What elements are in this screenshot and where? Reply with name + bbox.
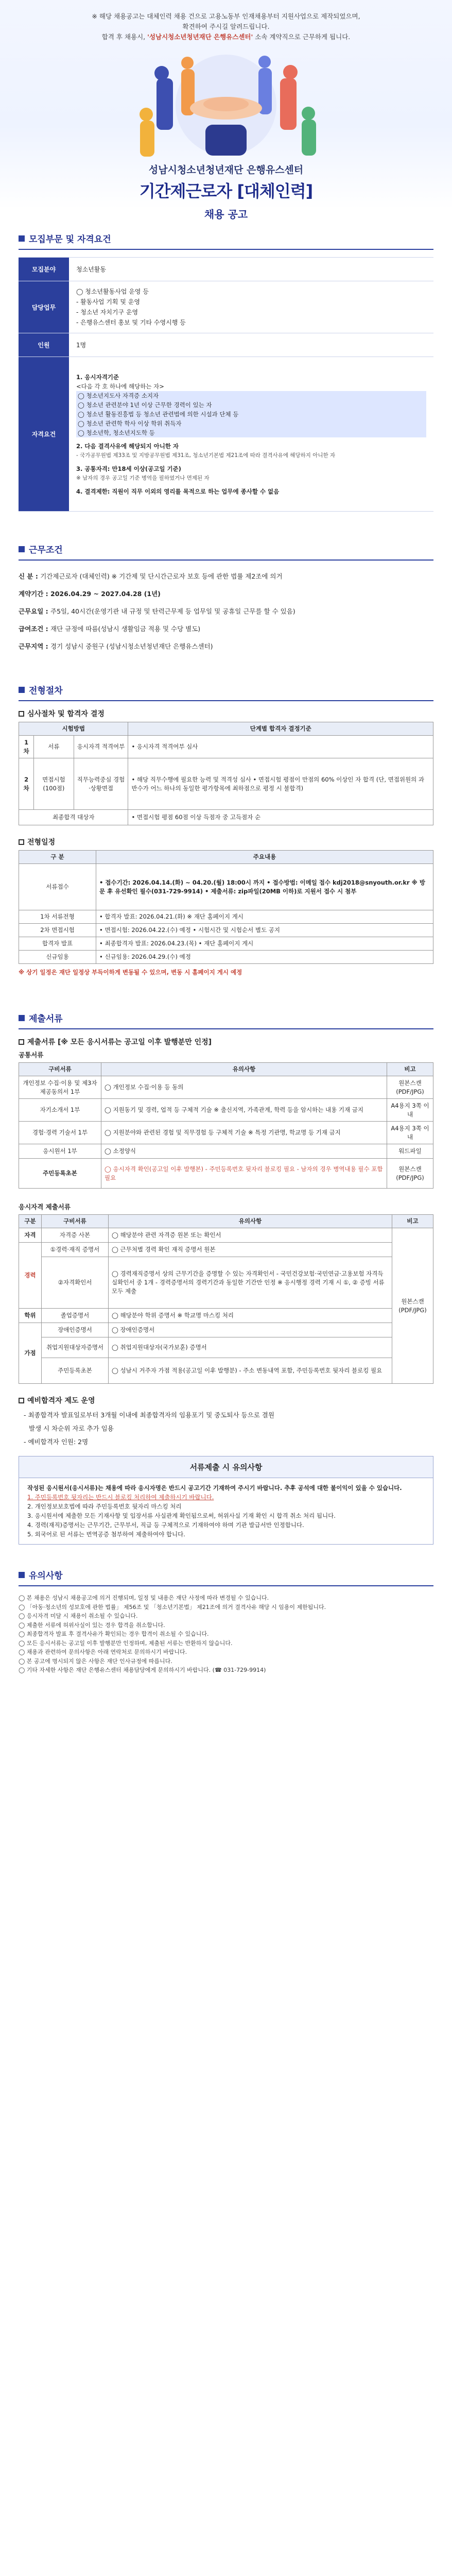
table-cell: A4용지 3쪽 이내 (387, 1122, 433, 1144)
section-cautions (0, 1568, 452, 1675)
table-cell: ◯ 장애인증명서 (109, 1323, 392, 1337)
section-recruitment-field (0, 232, 452, 512)
table-cell: 경험·경력 기술서 1부 (19, 1122, 101, 1144)
caution-line: ◯ 제출한 서류에 허위사실이 있는 경우 합격을 취소합니다. (19, 1621, 165, 1629)
table-cell: • 면접시험 평점 60점 이상 득점자 중 고득점자 순 (128, 810, 433, 825)
checkbox-square-icon (19, 839, 24, 845)
table-header: 구분 (19, 1215, 42, 1228)
condition-value: 경기 성남시 중원구 (성남시청소년청년재단 은행유스센터) (50, 642, 213, 650)
notice-text: 합격 후 채용시, (101, 33, 148, 41)
section-title: 전형절차 (29, 686, 63, 696)
section-square-icon (19, 546, 25, 552)
table-cell: 개인정보 수집·이용 및 제3자 제공동의서 1부 (19, 1076, 101, 1099)
notice-subtitle: 채용 공고 (204, 208, 248, 221)
section-selection-process (0, 683, 452, 976)
hero-banner (0, 0, 452, 221)
condition-item (19, 603, 433, 620)
subsection-header (19, 837, 433, 847)
qual-item: ◯ 청소년 관련분야 1년 이상 근무한 경력이 있는 자 (76, 400, 426, 410)
table-cell: 원본스캔 (PDF/JPG) (387, 1076, 433, 1099)
caution-line: ◯ 응시자격 미달 시 채용이 취소될 수 있습니다. (19, 1613, 138, 1619)
notice-text: 소속 계약직으로 근무하게 됩니다. (253, 33, 351, 41)
table-cell: 워드파일 (387, 1144, 433, 1159)
table-header: 비고 (392, 1215, 433, 1228)
notice-highlight: '성남시청소년청년재단 은행유스센터' (147, 33, 253, 41)
table-cell: 자격증 사본 (42, 1228, 109, 1243)
caution-line: ◯ 모든 응시서류는 공고일 이후 발행분만 인정하며, 제출된 서류는 반환하지 않습니다. (19, 1639, 233, 1647)
section-square-icon (19, 1572, 25, 1578)
hero-notice (21, 11, 431, 42)
table-cell: ◯ 취업지원대상자(국가보훈) 증명서 (109, 1337, 392, 1358)
condition-value: 기간제근로자 (대체인력) ※ 기간제 및 단시간근로자 보호 등에 관한 법률 제2조에 의거 (40, 572, 283, 580)
section-documents (0, 1011, 452, 1545)
table-cell: • 접수기간: 2026.04.14.(화) ~ 04.20.(월) 18:00시 까지 • 접수방법: 이메일 접수 kdj2018@snyouth.or.kr ※ 방문 후 유선확인 필수(031-729-9914) • 제출서류: zip파일(20MB 이하)로 지원서 접수 시 첨부 (96, 864, 433, 910)
table-header: 단계별 합격자 결정기준 (128, 722, 433, 736)
cautions-list (19, 1594, 433, 1675)
duty-line: - 은행유스센터 홍보 및 기타 수영시행 등 (76, 319, 186, 326)
table-cell: ◯ 경력재직증명서 상의 근무기간을 증명할 수 있는 자격확인서 - 국민건강보험·국민연금·고용보험 자격득실확인서 중 1개 - 경력증명서의 경력기간과 동일한 기간만 인정 ※ 응시행정 경력 기재 시 ①, ② 증빙 서류 모두 제출 (109, 1257, 392, 1309)
table-cell: 면접시험(100점) (34, 758, 74, 810)
section-square-icon (19, 687, 25, 693)
condition-key: 급여조건 : (19, 625, 51, 633)
subsection-title: 제출서류 [※ 모든 응시서류는 공고일 이후 발행분만 인정] (27, 1038, 212, 1046)
checkbox-square-icon (19, 1039, 24, 1045)
qual-title: 1. 응시자격기준 (76, 373, 119, 381)
table-cell: A4용지 3쪽 이내 (387, 1099, 433, 1122)
table-cell: ◯ 소정양식 (101, 1144, 387, 1159)
table-header: 구비서류 (42, 1215, 109, 1228)
table-cell: ①경력·재직 증명서 (42, 1243, 109, 1257)
table-cell: ◯ 성남시 거주자 가점 적용(공고일 이후 발행분) - 주소 변동내역 포함, 주민등록번호 뒷자리 블로킹 필요 (109, 1358, 392, 1384)
duty-line: - 활동사업 기획 및 운영 (76, 298, 140, 306)
table-cell: 가점 (19, 1323, 42, 1384)
table-cell: ◯ 개인정보 수집·이용 등 동의 (101, 1076, 387, 1099)
table-cell: ◯ 지원분야와 관련된 경험 및 직무경험 등 구체적 기술 ※ 특정 기관명, 학교명 등 기재 금지 (101, 1122, 387, 1144)
reserve-line: 발생 시 차순위 자로 추가 임용 (29, 1425, 114, 1432)
qual-item: ◯ 청소년학, 청소년지도학 등 (76, 428, 426, 437)
notebox-body (19, 1478, 433, 1544)
row-value (69, 281, 433, 333)
notice-title: 기간제근로자 [대체인력] (139, 181, 313, 201)
subsection-title: 심사절차 및 합격자 결정 (27, 710, 105, 718)
qual-item: ◯ 청소년 관련학 학사 이상 학위 취득자 (76, 419, 426, 428)
checkbox-square-icon (19, 1398, 24, 1403)
table-cell: ◯ 해당분야 관련 자격증 원본 또는 확인서 (109, 1228, 392, 1243)
table-header: 유의사항 (109, 1215, 392, 1228)
table-header: 구비서류 (19, 1063, 101, 1076)
notebox-line: 3. 응시원서에 제출한 모든 기재사항 및 입장서류 사실관계 확인됨으로써, 허위사실 기재 확인 시 합격 취소 처리 됩니다. (27, 1512, 336, 1519)
document-cautions-box (19, 1456, 433, 1545)
table-header: 주요내용 (96, 851, 433, 864)
section-title: 모집부문 및 자격요건 (29, 234, 111, 245)
table-cell: ②자격확인서 (42, 1257, 109, 1309)
table-cell: 최종합격 대상자 (19, 810, 128, 825)
table-cell: 주민등록초본 (42, 1358, 109, 1384)
reserve-candidate-text (19, 1409, 433, 1449)
row-label: 인원 (19, 333, 69, 357)
condition-key: 계약기간 : (19, 590, 51, 598)
table-cell: 서류접수 (19, 864, 96, 910)
section-title: 유의사항 (29, 1571, 63, 1581)
caution-line: ◯ 채용과 관련하여 문의사항은 아래 연락처로 문의하시기 바랍니다. (19, 1649, 187, 1655)
qual-item: ◯ 청소년지도사 자격증 소지자 (76, 391, 426, 400)
table-cell: 자기소개서 1부 (19, 1099, 101, 1122)
table-cell: 2차 면접시험 (19, 924, 96, 937)
section-square-icon (19, 235, 25, 242)
notice-line: ※ 해당 채용공고는 대체인력 채용 건으로 고용노동부 인재채용부터 지원사업으로 제작되었으며, (92, 12, 360, 20)
table-header: 시험방법 (19, 722, 128, 736)
notice-line: 확견하여 주시길 알려드립니다. (182, 23, 270, 30)
subsection-header (19, 1395, 433, 1405)
section-header (19, 232, 433, 250)
qual-item: ◯ 청소년 활동진흥법 등 청소년 관련법에 의한 시설과 단체 등 (76, 410, 426, 419)
condition-item (19, 585, 433, 603)
selection-criteria-table (19, 722, 433, 825)
subsection-title: 예비합격자 제도 운영 (27, 1397, 95, 1405)
subsection-header (19, 708, 433, 719)
condition-item (19, 638, 433, 655)
condition-item (19, 568, 433, 585)
qual-text: ※ 남자의 경우 공고일 기준 병역을 필하였거나 면제된 자 (76, 474, 210, 481)
table-cell: 취업지원대상자증명서 (42, 1337, 109, 1358)
table-cell: • 면접시험: 2026.04.22.(수) 예정 • 시험시간 및 시험순서 별도 공지 (96, 924, 433, 937)
qual-title: 4. 결격제한: 직원이 직무 이외의 영리를 목적으로 하는 업무에 종사할 수 없음 (76, 487, 280, 495)
caution-line: ◯ 「아동·청소년의 성보호에 관한 법률」 제56조 및 「청소년기본법」 제21조에 의거 결격사유 해당 시 임용이 제한됩니다. (19, 1603, 326, 1611)
table-cell: 응시자격 적격여부 (74, 736, 128, 758)
table-header: 구 분 (19, 851, 96, 864)
table-cell: 신규임용 (19, 951, 96, 964)
table-cell: • 해당 직무수행에 필요한 능력 및 적격성 심사 • 면접시험 평점이 만점의 60% 이상인 자 합격 (단, 면접위원의 과반수가 어느 하나의 동일한 평가항목에 최하점으로 평정 시 불합격) (128, 758, 433, 810)
caution-line: ◯ 본 공고에 명시되지 않은 사항은 재단 인사규정에 따릅니다. (19, 1657, 172, 1665)
section-header (19, 683, 433, 701)
org-name: 성남시청소년청년재단 은행유스센터 (148, 164, 304, 176)
caution-line: ◯ 기타 자세한 사항은 재단 은행유스센터 채용담당에게 문의하시기 바랍니다. (☎ 031-729-9914) (19, 1667, 266, 1673)
table-cell: 2차 (19, 758, 34, 810)
table-cell: 1차 (19, 736, 34, 758)
section-header (19, 1568, 433, 1586)
table-cell: • 신규임용: 2026.04.29.(수) 예정 (96, 951, 433, 964)
condition-value: 주5일, 40시간(운영기관 내 규정 및 탄력근무제 등 업무일 및 공휴일 근무를 할 수 있음) (50, 607, 295, 615)
schedule-table (19, 850, 433, 964)
condition-key: 근무요일 : (19, 607, 51, 615)
qual-title: 2. 다음 결격사유에 해당되지 아니한 자 (76, 442, 179, 450)
reserve-line: - 예비합격자 인원: 2명 (24, 1438, 89, 1446)
table-cell: ◯ 응시자격 확인(공고일 이후 발행본) - 주민등록번호 뒷자리 블로킹 필요 - 남자의 경우 병역내용 필수 포함 필요 (101, 1159, 387, 1189)
condition-key: 신 분 : (19, 572, 41, 580)
caution-line: ◯ 본 채용은 성남시 채용공고에 의거 진행되며, 일정 및 내용은 재단 사정에 따라 변경될 수 있습니다. (19, 1595, 269, 1601)
notebox-line: 5. 외국어로 된 서류는 번역공증 첨부하여 제출하여야 합니다. (27, 1531, 185, 1538)
checkbox-square-icon (19, 711, 24, 717)
team-hands-illustration (105, 47, 347, 158)
recruitment-field-table (19, 257, 433, 512)
table-cell: ◯ 지원동기 및 경력, 업적 등 구체적 기술 ※ 출신지역, 가족관계, 학력 등을 암시하는 내용 기재 금지 (101, 1099, 387, 1122)
row-label: 담당업무 (19, 281, 69, 333)
condition-value: 재단 규정에 따름(성남시 생활임금 적용 및 수당 별도) (50, 625, 201, 633)
table-cell: ◯ 해당분야 학위 증명서 ※ 학교명 마스킹 처리 (109, 1309, 392, 1323)
notebox-title: 서류제출 시 유의사항 (19, 1456, 433, 1478)
table-cell: 직무능력중심 경험·상황면접 (74, 758, 128, 810)
row-label: 자격요건 (19, 357, 69, 512)
duty-line: ◯ 청소년활동사업 운영 등 (76, 288, 149, 295)
row-value: 1명 (69, 333, 433, 357)
table-cell: ◯ 근무처별 경력 확인 재직 증명서 원본 (109, 1243, 392, 1257)
notebox-line: 4. 경력(재직)증명서는 근무기간, 근무부서, 직급 등 구체적으로 기재하여야 하며 기관 발급서만 인정합니다. (27, 1521, 304, 1529)
table-cell: 1차 서류전형 (19, 910, 96, 924)
row-value: 청소년활동 (69, 258, 433, 281)
condition-key: 근무지역 : (19, 642, 51, 650)
section-title: 제출서류 (29, 1014, 63, 1024)
table-cell: 자격 (19, 1228, 42, 1243)
notebox-line: 2. 개인정보보호법에 따라 주민등록번호 뒷자리 마스킹 처리 (27, 1503, 182, 1510)
subsection-title: 전형일정 (27, 838, 56, 846)
section-title: 근무조건 (29, 545, 63, 555)
qual-sub: <다음 각 호 하나에 해당하는 자> (76, 382, 164, 390)
condition-value: 2026.04.29 ~ 2027.04.28 (1년) (50, 590, 161, 598)
table-cell: 원본스캔 (PDF/JPG) (387, 1159, 433, 1189)
section-work-conditions (0, 543, 452, 655)
section-header (19, 1011, 433, 1029)
table-header: 유의사항 (101, 1063, 387, 1076)
subsection-label: 공통서류 (19, 1051, 44, 1059)
table-cell: 졸업증명서 (42, 1309, 109, 1323)
qual-title: 3. 공통자격: 만18세 이상(공고일 기준) (76, 465, 181, 472)
table-header: 비고 (387, 1063, 433, 1076)
table-cell: 경력 (19, 1243, 42, 1309)
section-square-icon (19, 1015, 25, 1021)
duty-line: - 청소년 자치기구 운영 (76, 309, 138, 316)
table-cell: 학위 (19, 1309, 42, 1323)
caution-line: ◯ 최종합격자 발표 후 결격사유가 확인되는 경우 합격이 취소될 수 있습니다. (19, 1631, 209, 1637)
table-cell: • 응시자격 적격여부 심사 (128, 736, 433, 758)
qual-text: - 국가공무원법 제33조 및 지방공무원법 제31조, 청소년기본법 제21조에 따라 결격사유에 해당하지 아니한 자 (76, 452, 336, 459)
notebox-line: 1. 주민등록번호 뒷자리는 반드시 블로킹 처리하여 제출하시기 바랍니다. (27, 1494, 214, 1501)
work-conditions-list (19, 568, 433, 655)
reserve-line: - 최종합격자 발표일로부터 3개월 이내에 최종합격자의 임용포기 및 중도퇴사 등으로 결원 (24, 1411, 274, 1419)
table-cell: 주민등록초본 (19, 1159, 101, 1189)
common-documents-table (19, 1062, 433, 1189)
row-label: 모집분야 (19, 258, 69, 281)
condition-item (19, 620, 433, 638)
section-header (19, 543, 433, 561)
table-cell: • 합격자 발표: 2026.04.21.(화) ※ 재단 홈페이지 게시 (96, 910, 433, 924)
table-cell: 서류 (34, 736, 74, 758)
qualification-documents-table (19, 1214, 433, 1384)
table-cell: 응시원서 1부 (19, 1144, 101, 1159)
schedule-note: ※ 상기 일정은 재단 일정상 부득이하게 변동될 수 있으며, 변동 시 홈페이지 게시 예정 (19, 969, 242, 976)
table-cell: 장애인증명서 (42, 1323, 109, 1337)
subsection-header (19, 1037, 433, 1047)
notice-line (21, 32, 431, 42)
table-cell: 원본스캔 (PDF/JPG) (392, 1228, 433, 1384)
table-cell: • 최종합격자 발표: 2026.04.23.(목) • 재단 홈페이지 게시 (96, 937, 433, 951)
qualification-value (69, 357, 433, 512)
table-cell: 합격자 발표 (19, 937, 96, 951)
notebox-line: 작성된 응시원서(응시서류)는 채용에 따라 응시자명은 반드시 공고기간 기재하여 주시기 바랍니다. 추후 공석에 대한 불이익이 있을 수 있습니다. (27, 1484, 402, 1492)
subsection-label: 응시자격 제출서류 (19, 1203, 71, 1211)
